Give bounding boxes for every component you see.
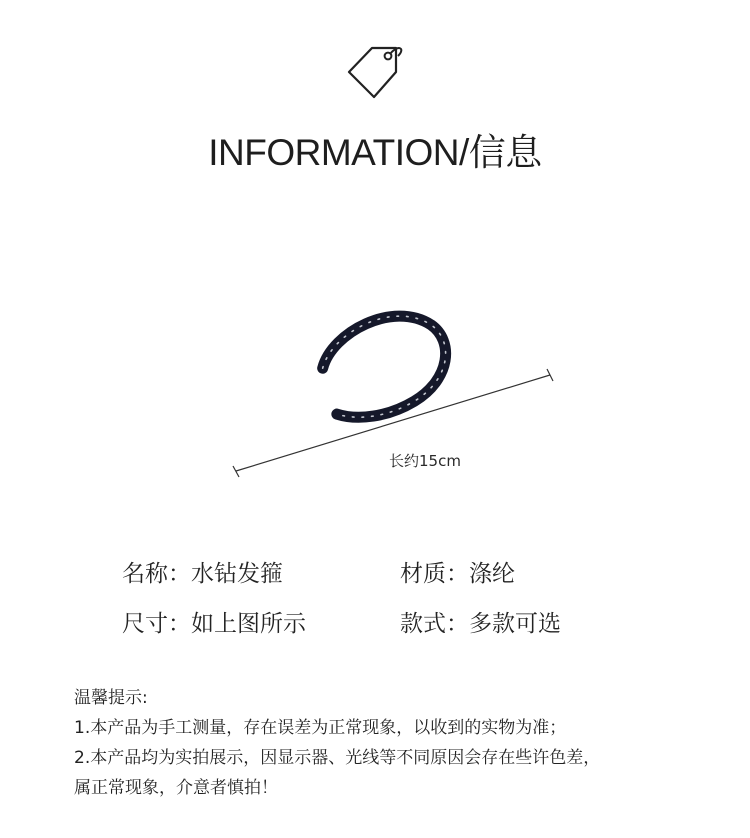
spec-separator: ： bbox=[168, 611, 191, 637]
spec-key: 尺寸 bbox=[122, 611, 168, 637]
spec-value: 多款可选 bbox=[469, 611, 561, 637]
spec-style bbox=[400, 605, 561, 638]
spec-key: 材质 bbox=[400, 561, 446, 587]
spec-key: 款式 bbox=[400, 611, 446, 637]
spec-separator: ： bbox=[446, 611, 469, 637]
spec-size bbox=[122, 605, 306, 638]
notes-line: 1.本产品为手工测量，存在误差为正常现象，以收到的实物为准； bbox=[74, 718, 567, 738]
spec-separator: ： bbox=[168, 561, 191, 587]
spec-value: 涤纶 bbox=[469, 561, 515, 587]
spec-key: 名称 bbox=[122, 561, 168, 587]
spec-value: 如上图所示 bbox=[191, 611, 306, 637]
spec-value: 水钻发箍 bbox=[191, 561, 283, 587]
headband bbox=[314, 304, 458, 427]
page-title: INFORMATION/信息 bbox=[208, 132, 542, 173]
notes-heading: 温馨提示: bbox=[74, 688, 148, 708]
notes-line: 2.本产品均为实拍展示，因显示器、光线等不同原因会存在些许色差， bbox=[74, 748, 601, 768]
dimension-tick-left bbox=[233, 466, 239, 477]
notes-line: 属正常现象，介意者慎拍！ bbox=[74, 778, 278, 798]
spec-separator: ： bbox=[446, 561, 469, 587]
notes-section bbox=[74, 683, 734, 803]
spec-name bbox=[122, 555, 283, 588]
dimension-label: 长约15cm bbox=[389, 452, 461, 470]
dimension-tick-right bbox=[547, 369, 553, 381]
spec-material bbox=[400, 555, 515, 588]
